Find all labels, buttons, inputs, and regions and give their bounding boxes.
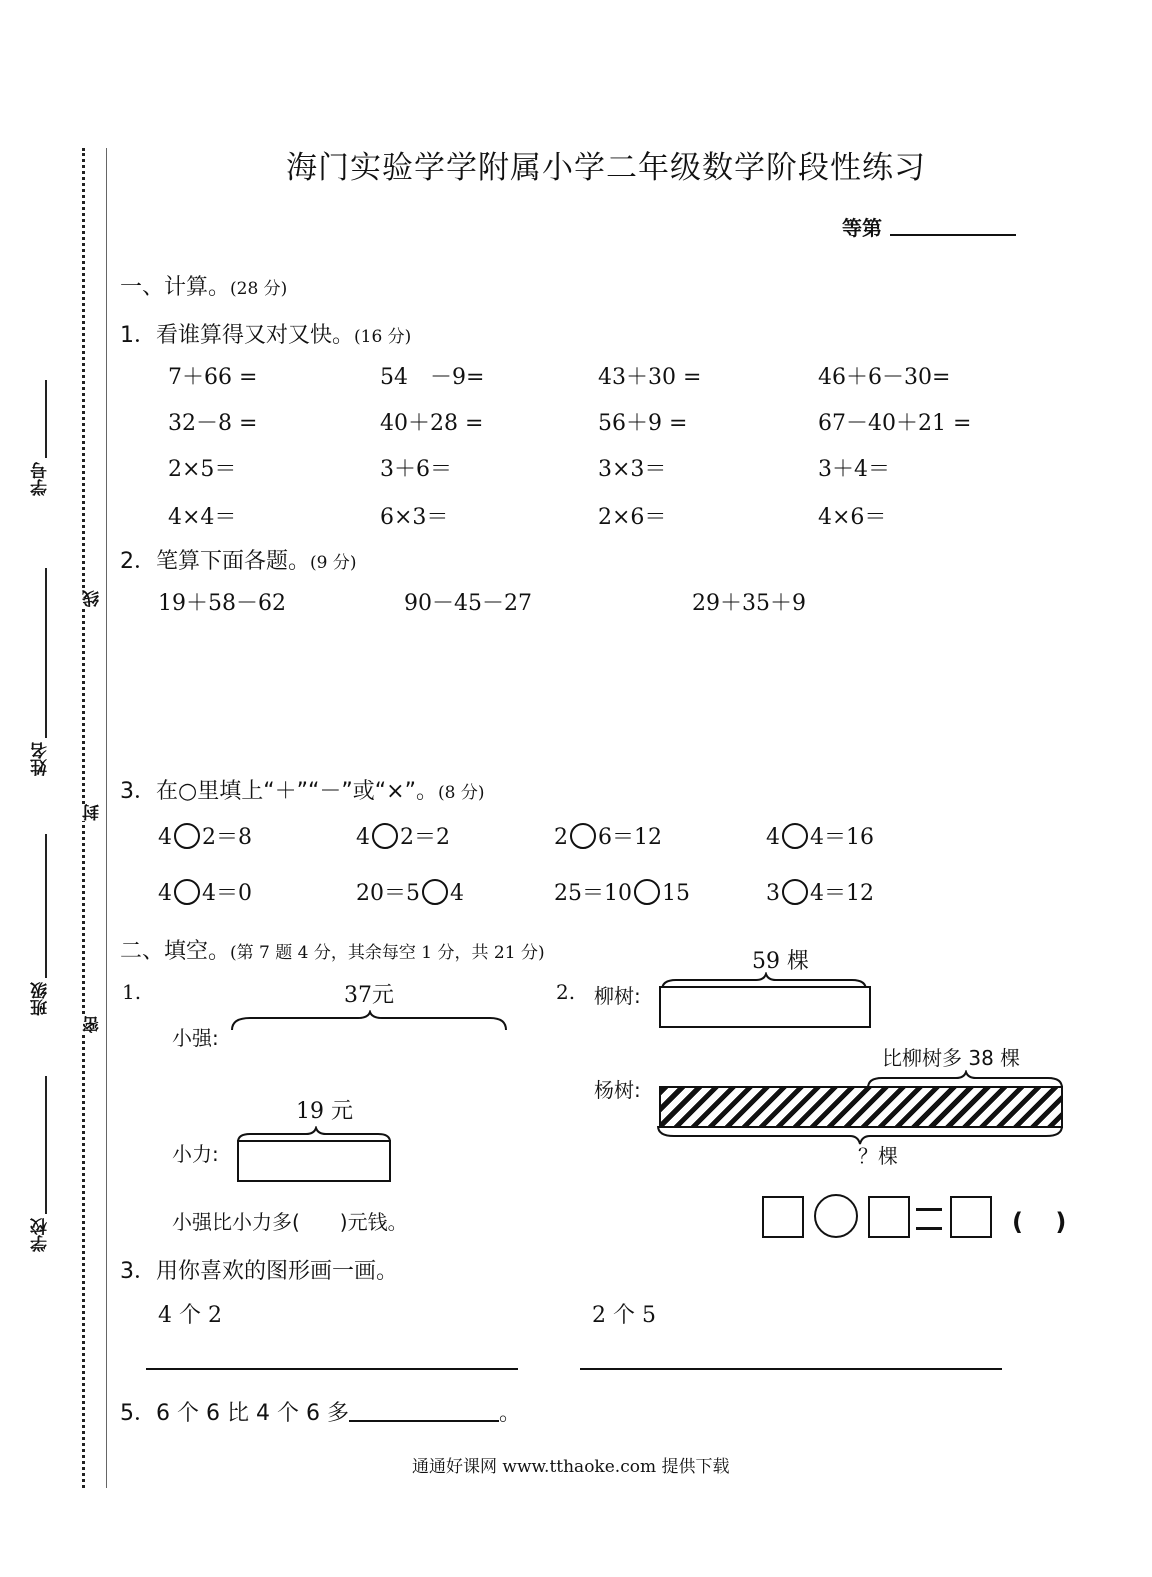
willow-count: 59 棵 [752, 949, 809, 974]
q1-r4-c2: 6×3＝ [380, 505, 449, 530]
q1-r2-c1: 32－8 = [168, 411, 258, 436]
name-label: 姓名 [31, 742, 51, 776]
q1-r4-c1: 4×4＝ [168, 505, 237, 530]
s2-q1-question: 小强比小力多( )元钱。 [172, 1210, 408, 1234]
footer-source: 通通好课网 www.tthaoke.com 提供下载 [412, 1457, 730, 1477]
poplar-label: 杨树: [594, 1078, 641, 1102]
s2-q5: 5．6 个 6 比 4 个 6 多 。 [120, 1401, 521, 1426]
q1-r4-c3: 2×6＝ [598, 505, 667, 530]
answer-box[interactable] [950, 1196, 992, 1238]
school-label: 学校 [31, 1218, 51, 1252]
seal-char-line: 线 [80, 590, 105, 607]
s2-q3-left-label: 4 个 2 [158, 1303, 222, 1328]
xiaoli-label: 小力: [172, 1142, 219, 1166]
operator-circle[interactable] [174, 823, 200, 849]
page-title: 海门实验学学附属小学二年级数学阶段性练习 [286, 150, 926, 186]
answer-circle[interactable] [814, 1194, 858, 1238]
q1-r1-c1: 7＋66 = [168, 365, 258, 390]
poplar-bar [659, 1086, 1063, 1128]
unit-paren[interactable]: ( ) [1012, 1208, 1067, 1236]
q3-r2-c1: 4 4＝0 [158, 881, 252, 906]
q3-r1-c3: 2 6＝12 [554, 825, 662, 850]
class-label: 班级 [31, 982, 51, 1016]
q2-item-3: 29＋35＋9 [692, 591, 806, 616]
seal-char-mi: 密 [80, 1016, 105, 1033]
operator-circle[interactable] [782, 823, 808, 849]
q2-heading: 2．笔算下面各题。(9 分) [120, 549, 357, 574]
school-field[interactable] [45, 1076, 47, 1214]
student-no-label: 学号 [31, 462, 51, 496]
seal-char-feng: 封 [80, 804, 105, 821]
section1-heading: 一、计算。(28 分) [120, 275, 288, 300]
willow-label: 柳树: [594, 984, 641, 1008]
q1-r3-c4: 3＋4＝ [818, 457, 890, 482]
xiaoqiang-label: 小强: [172, 1026, 219, 1050]
xiaoqiang-brace [230, 1010, 510, 1034]
q1-r2-c3: 56＋9 = [598, 411, 688, 436]
class-field[interactable] [45, 834, 47, 978]
s2-q2-number: 2. [556, 980, 576, 1004]
s2-q3-heading: 3．用你喜欢的图形画一画。 [120, 1259, 398, 1284]
q1-r4-c4: 4×6＝ [818, 505, 887, 530]
section2-heading: 二、填空。(第 7 题 4 分，其余每空 1 分，共 21 分) [120, 939, 545, 964]
q1-heading: 1．看谁算得又对又快。(16 分) [120, 323, 412, 348]
margin-rule [106, 148, 107, 1488]
xiaoqiang-amount: 37元 [344, 983, 394, 1008]
operator-circle[interactable] [782, 879, 808, 905]
q1-r2-c4: 67－40＋21 = [818, 411, 972, 436]
unknown-label: ？棵 [858, 1144, 898, 1168]
student-no-field[interactable] [45, 380, 47, 458]
q1-r3-c2: 3＋6＝ [380, 457, 452, 482]
s2-q1-number: 1. [122, 980, 142, 1004]
xiaoli-bar [237, 1140, 391, 1182]
s2-q3-right-label: 2 个 5 [592, 1303, 656, 1328]
q3-r2-c2: 20＝5 4 [356, 881, 464, 906]
q1-r1-c4: 46＋6－30= [818, 365, 951, 390]
grade-field[interactable] [890, 234, 1016, 236]
name-field[interactable] [45, 568, 47, 738]
answer-box[interactable] [762, 1196, 804, 1238]
q5-answer-blank[interactable] [349, 1400, 499, 1422]
operator-circle[interactable] [174, 879, 200, 905]
q3-r2-c4: 3 4＝12 [766, 881, 874, 906]
q1-r3-c1: 2×5＝ [168, 457, 237, 482]
answer-box[interactable] [868, 1196, 910, 1238]
q1-r3-c3: 3×3＝ [598, 457, 667, 482]
xiaoli-amount: 19 元 [296, 1099, 353, 1124]
q3-r1-c4: 4 4＝16 [766, 825, 874, 850]
willow-bar [659, 986, 871, 1028]
q3-r1-c2: 4 2＝2 [356, 825, 450, 850]
operator-circle[interactable] [372, 823, 398, 849]
draw-line-left[interactable] [146, 1368, 518, 1370]
q3-r2-c3: 25＝10 15 [554, 881, 690, 906]
more-label: 比柳树多 38 棵 [882, 1046, 1021, 1070]
operator-circle[interactable] [422, 879, 448, 905]
q3-r1-c1: 4 2＝8 [158, 825, 252, 850]
draw-line-right[interactable] [580, 1368, 1002, 1370]
operator-circle[interactable] [570, 823, 596, 849]
operator-circle[interactable] [634, 879, 660, 905]
q2-item-1: 19＋58－62 [158, 591, 286, 616]
q2-item-2: 90－45－27 [404, 591, 532, 616]
equals-sign-icon [916, 1208, 942, 1230]
q3-heading: 3．在○里填上“＋”“－”或“×”。(8 分) [120, 779, 485, 804]
grade-label: 等第 [842, 216, 882, 240]
q1-r2-c2: 40＋28 = [380, 411, 484, 436]
q1-r1-c3: 43＋30 = [598, 365, 702, 390]
q1-r1-c2: 54 －9= [380, 365, 485, 390]
